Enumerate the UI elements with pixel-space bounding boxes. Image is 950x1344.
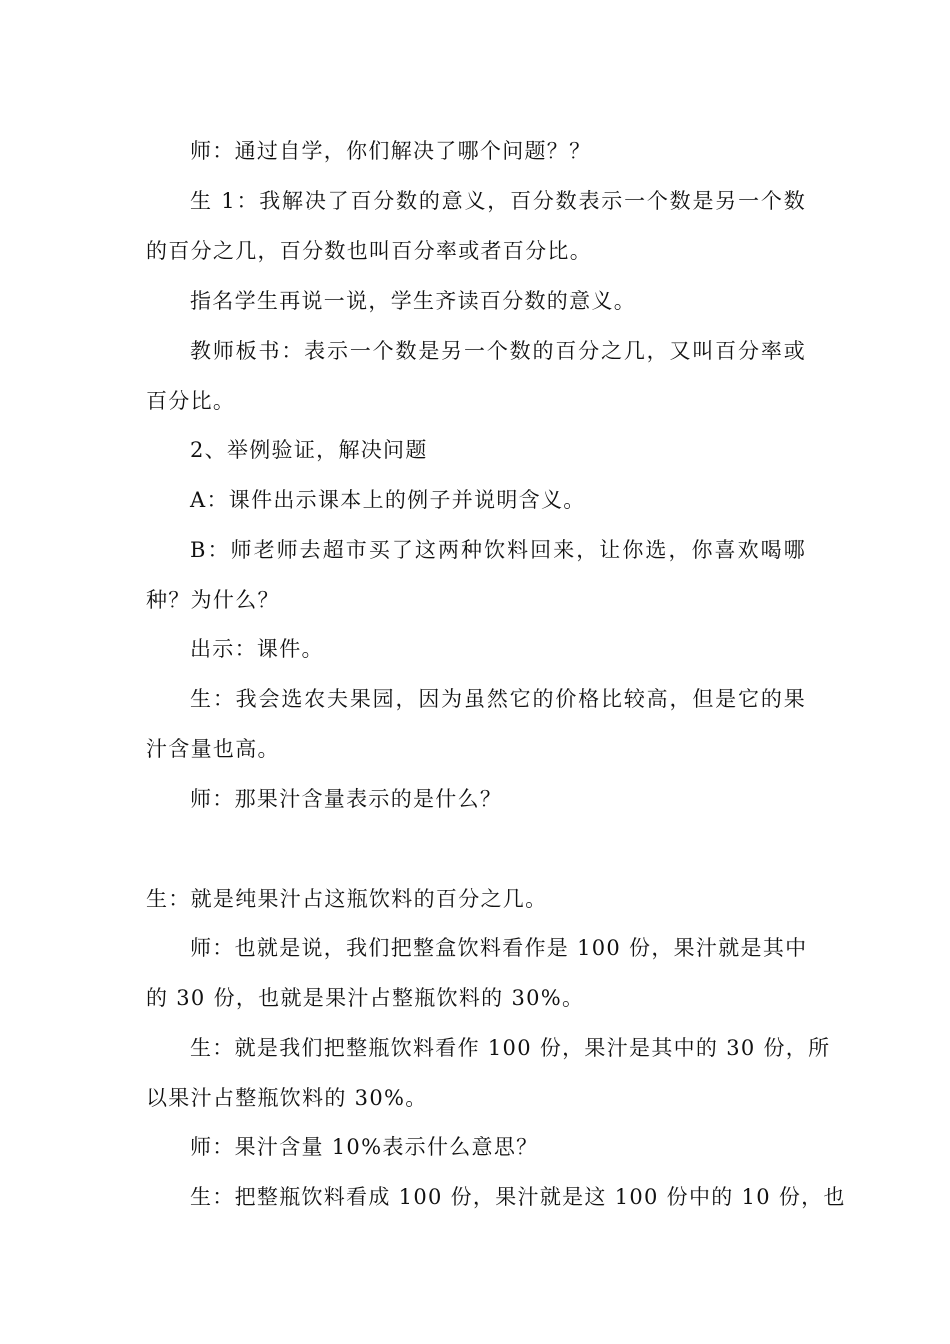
paragraph-line: B：师老师去超市买了这两种饮料回来，让你选，你喜欢喝哪 <box>190 538 806 562</box>
paragraph-line: 生：就是纯果汁占这瓶饮料的百分之几。 <box>146 887 548 911</box>
paragraph-line: 师：也就是说，我们把整盒饮料看作是 100 份，果汁就是其中 <box>190 936 808 960</box>
paragraph-line: 师：那果汁含量表示的是什么？ <box>190 787 503 811</box>
section-heading: 2、举例验证，解决问题 <box>190 438 428 462</box>
paragraph-line: 师：通过自学，你们解决了哪个问题？？ <box>190 139 592 163</box>
paragraph-line: 的 30 份，也就是果汁占整瓶饮料的 30%。 <box>146 986 585 1010</box>
paragraph-line: 生 1：我解决了百分数的意义，百分数表示一个数是另一个数 <box>190 189 806 213</box>
paragraph-line: 以果汁占整瓶饮料的 30%。 <box>146 1086 428 1110</box>
paragraph-line: 生：把整瓶饮料看成 100 份，果汁就是这 100 份中的 10 份，也 <box>190 1185 846 1209</box>
paragraph-line: 生：就是我们把整瓶饮料看作 100 份，果汁是其中的 30 份，所 <box>190 1036 831 1060</box>
paragraph-line: 百分比。 <box>146 389 236 413</box>
paragraph-line: 出示：课件。 <box>190 637 324 661</box>
paragraph-line: 指名学生再说一说，学生齐读百分数的意义。 <box>190 289 636 313</box>
paragraph-line: 教师板书：表示一个数是另一个数的百分之几，又叫百分率或 <box>190 339 806 363</box>
paragraph-line: 种？为什么？ <box>146 588 280 612</box>
paragraph-line: 汁含量也高。 <box>146 737 280 761</box>
paragraph-line: 生：我会选农夫果园，因为虽然它的价格比较高，但是它的果 <box>190 687 806 711</box>
paragraph-line: A：课件出示课本上的例子并说明含义。 <box>190 488 586 512</box>
paragraph-line: 的百分之几，百分数也叫百分率或者百分比。 <box>146 239 592 263</box>
paragraph-line: 师：果汁含量 10%表示什么意思？ <box>190 1135 539 1159</box>
